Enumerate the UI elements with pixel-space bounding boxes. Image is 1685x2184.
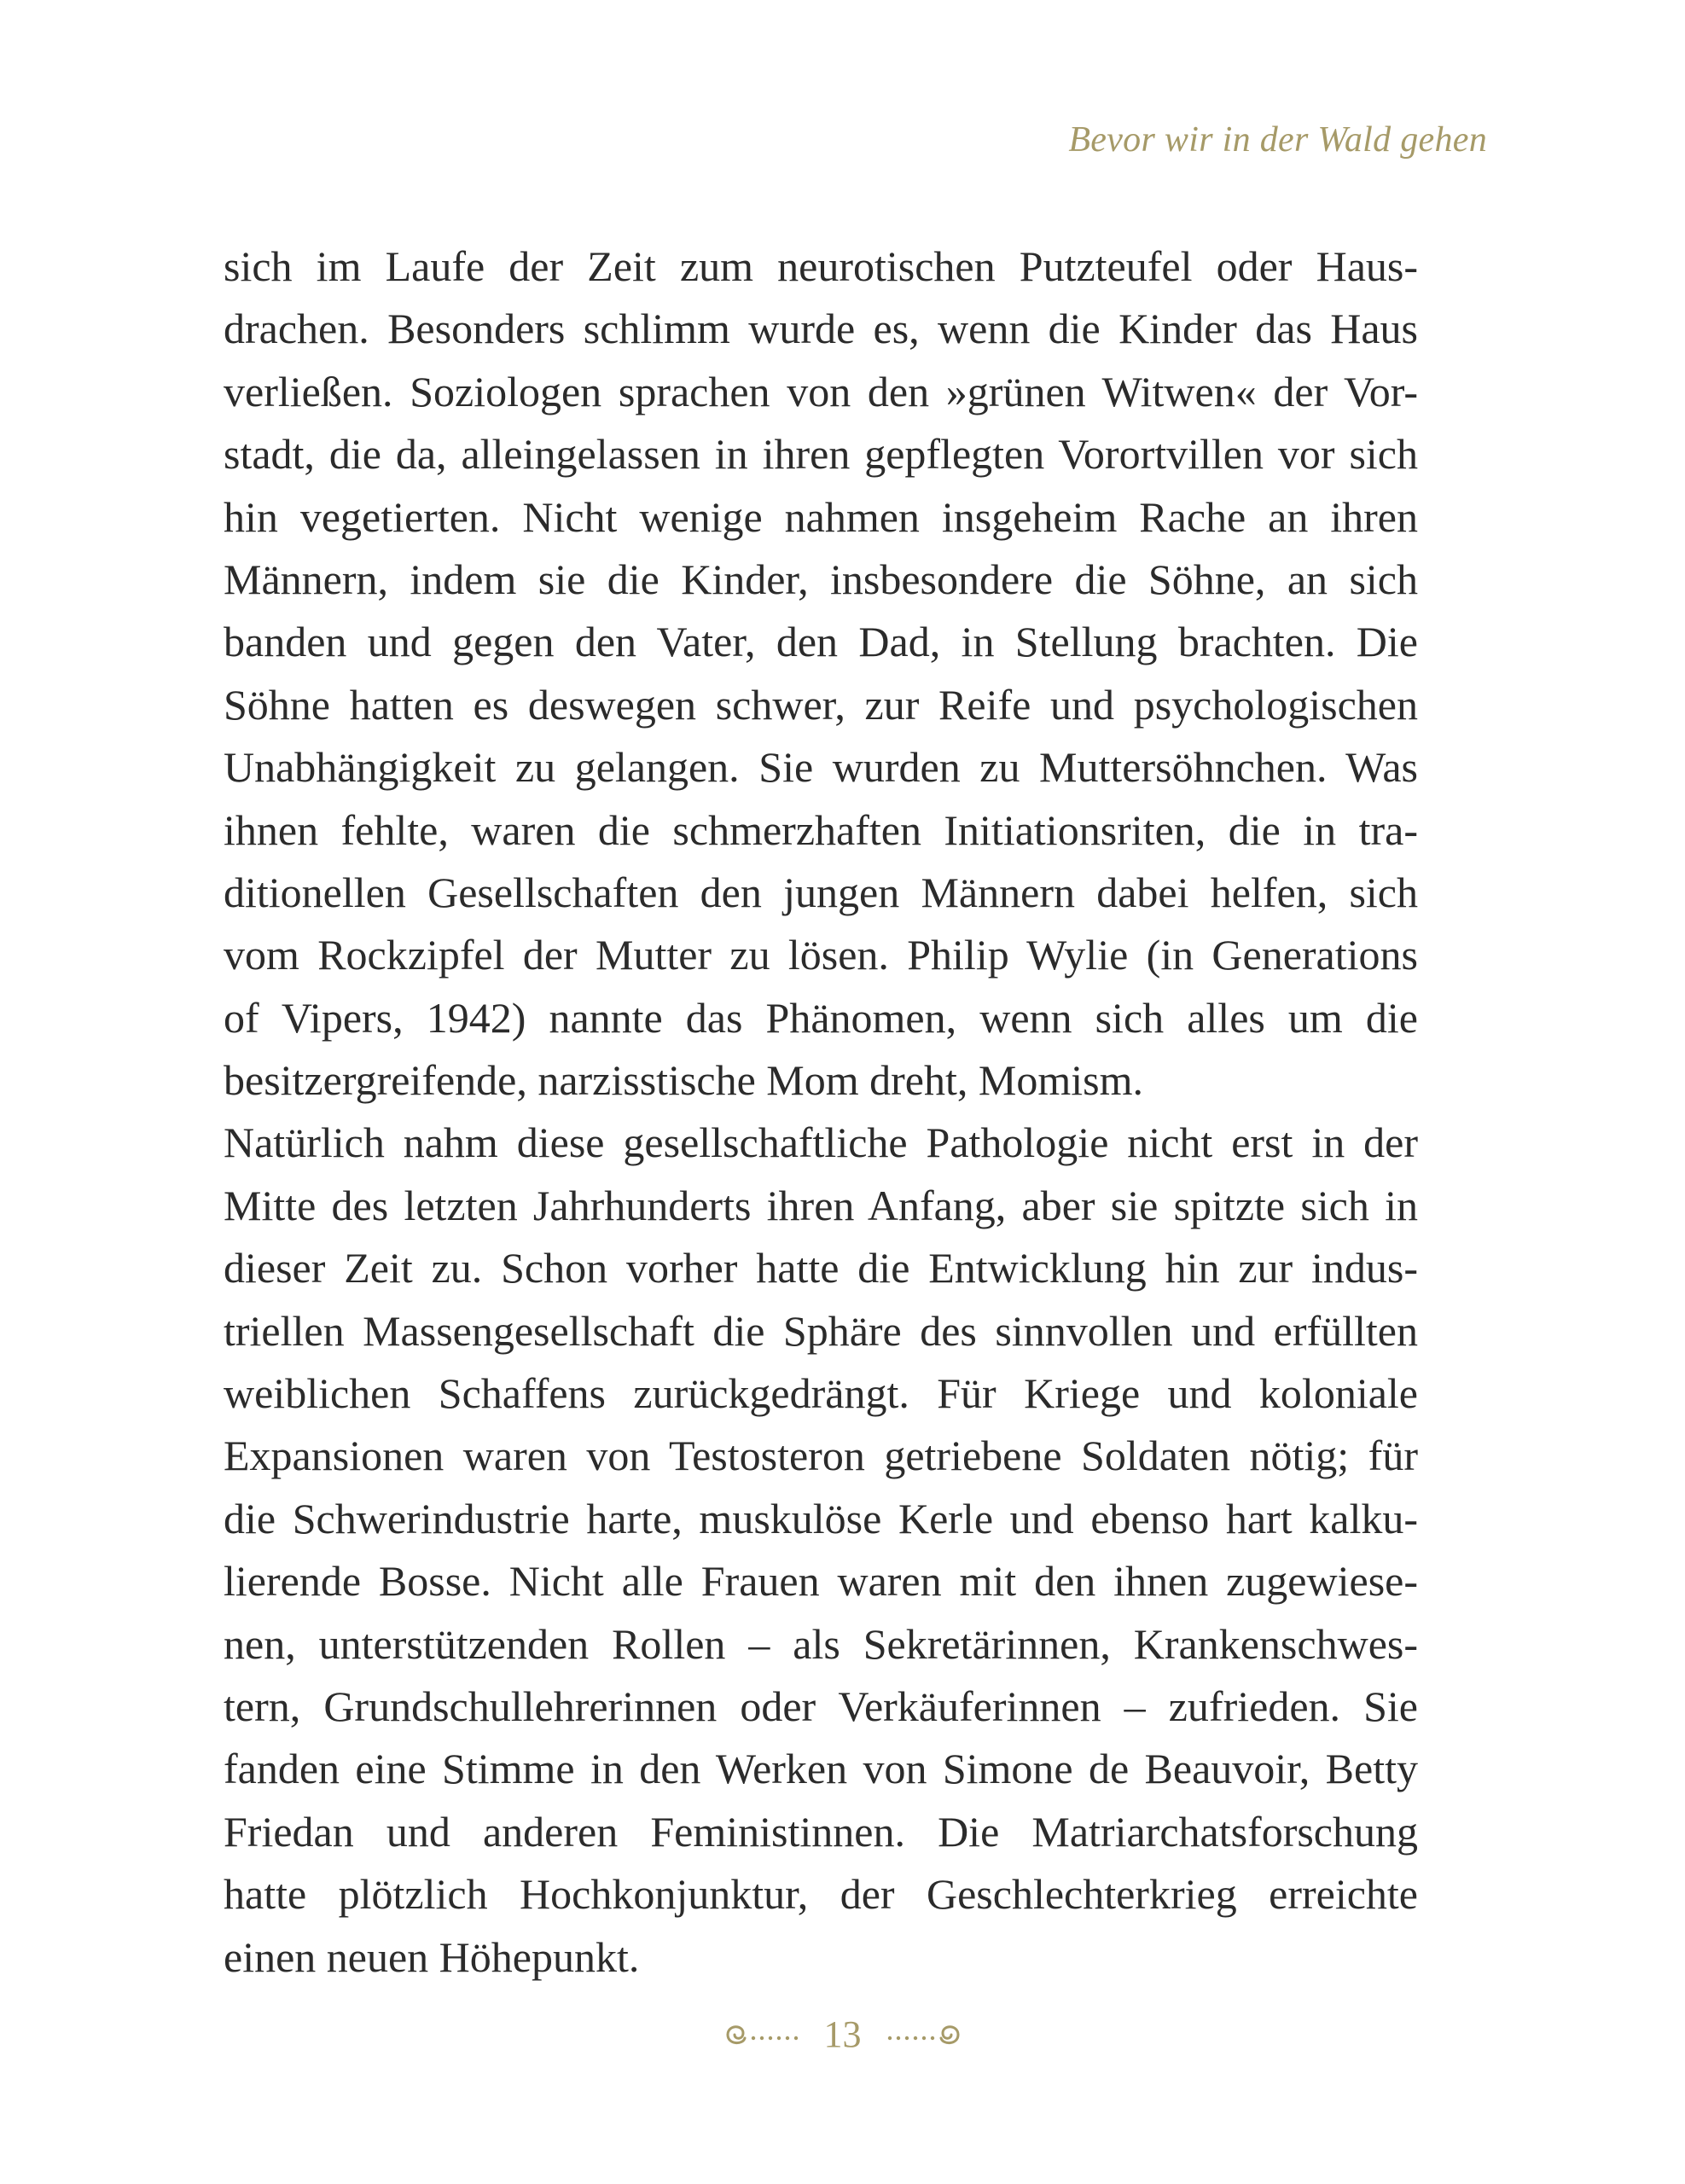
text-line: tern, Grundschullehrerinnen oder Verkäuferinnen – zufrieden. Sie bbox=[224, 1682, 1418, 1730]
text-line: Männern, indem sie die Kinder, insbesondere die Söhne, an sich bbox=[224, 555, 1418, 603]
text-line: Söhne hatten es deswegen schwer, zur Reife und psychologischen bbox=[224, 680, 1418, 729]
text-line: Unabhängigkeit zu gelangen. Sie wurden zu Muttersöhnchen. Was bbox=[224, 743, 1418, 792]
text-line: ditionellen Gesellschaften den jungen Männern dabei helfen, sich bbox=[224, 868, 1418, 916]
text-line: nen, unterstützenden Rollen – als Sekretärinnen, Krankenschwes- bbox=[224, 1619, 1418, 1668]
text-line: Expansionen waren von Testosteron getriebene Soldaten nötig; für bbox=[224, 1432, 1418, 1480]
text-line: vom Rockzipfel der Mutter zu lösen. Philip Wylie (in Generations bbox=[224, 931, 1418, 979]
body-text bbox=[224, 235, 1418, 1989]
text-line: stadt, die da, alleingelassen in ihren gepflegten Vorortvillen vor sich bbox=[224, 430, 1418, 479]
text-line: drachen. Besonders schlimm wurde es, wenn die Kinder das Haus bbox=[224, 305, 1418, 353]
text-line: Friedan und anderen Feministinnen. Die Matriarchatsforschung bbox=[224, 1807, 1418, 1856]
text-line: sich im Laufe der Zeit zum neurotischen Putzteufel oder Haus- bbox=[224, 242, 1418, 290]
text-line: banden und gegen den Vater, den Dad, in Stellung brachten. Die bbox=[224, 618, 1418, 666]
text-line: die Schwerindustrie harte, muskulöse Kerle und ebenso hart kalku- bbox=[224, 1494, 1418, 1542]
text-line: hatte plötzlich Hochkonjunktur, der Geschlechterkrieg erreichte bbox=[224, 1870, 1418, 1919]
text-line: besitzergreifende, narzisstische Mom dreht, Momism. bbox=[224, 1056, 1143, 1105]
running-head: Bevor wir in der Wald gehen bbox=[1068, 120, 1487, 160]
page-number: 13 bbox=[823, 2013, 862, 2056]
text-line: triellen Massengesellschaft die Sphäre des sinnvollen und erfüllten bbox=[224, 1306, 1418, 1355]
text-line: lierende Bosse. Nicht alle Frauen waren mit den ihnen zugewiese- bbox=[224, 1557, 1418, 1606]
text-line: weiblichen Schaffens zurückgedrängt. Für Kriege und koloniale bbox=[224, 1369, 1418, 1418]
text-line: of Vipers, 1942) nannte das Phänomen, wenn sich alles um die bbox=[224, 993, 1418, 1042]
text-line: hin vegetierten. Nicht wenige nahmen insgeheim Rache an ihren bbox=[224, 492, 1418, 541]
text-line: Natürlich nahm diese gesellschaftliche Pathologie nicht erst in der bbox=[224, 1118, 1418, 1167]
right-flourish-icon bbox=[883, 2018, 962, 2052]
text-line: Mitte des letzten Jahrhunderts ihren Anfang, aber sie spitzte sich in bbox=[224, 1181, 1418, 1229]
text-line: fanden eine Stimme in den Werken von Simone de Beauvoir, Betty bbox=[224, 1745, 1418, 1793]
text-line: einen neuen Höhepunkt. bbox=[224, 1932, 640, 1981]
left-flourish-icon bbox=[724, 2018, 803, 2052]
text-line: verließen. Soziologen sprachen von den »grünen Witwen« der Vor- bbox=[224, 367, 1418, 415]
text-line: ihnen fehlte, waren die schmerzhaften Initiationsriten, die in tra- bbox=[224, 805, 1418, 854]
folio bbox=[0, 2009, 1685, 2056]
text-line: dieser Zeit zu. Schon vorher hatte die Entwicklung hin zur indus- bbox=[224, 1244, 1418, 1292]
